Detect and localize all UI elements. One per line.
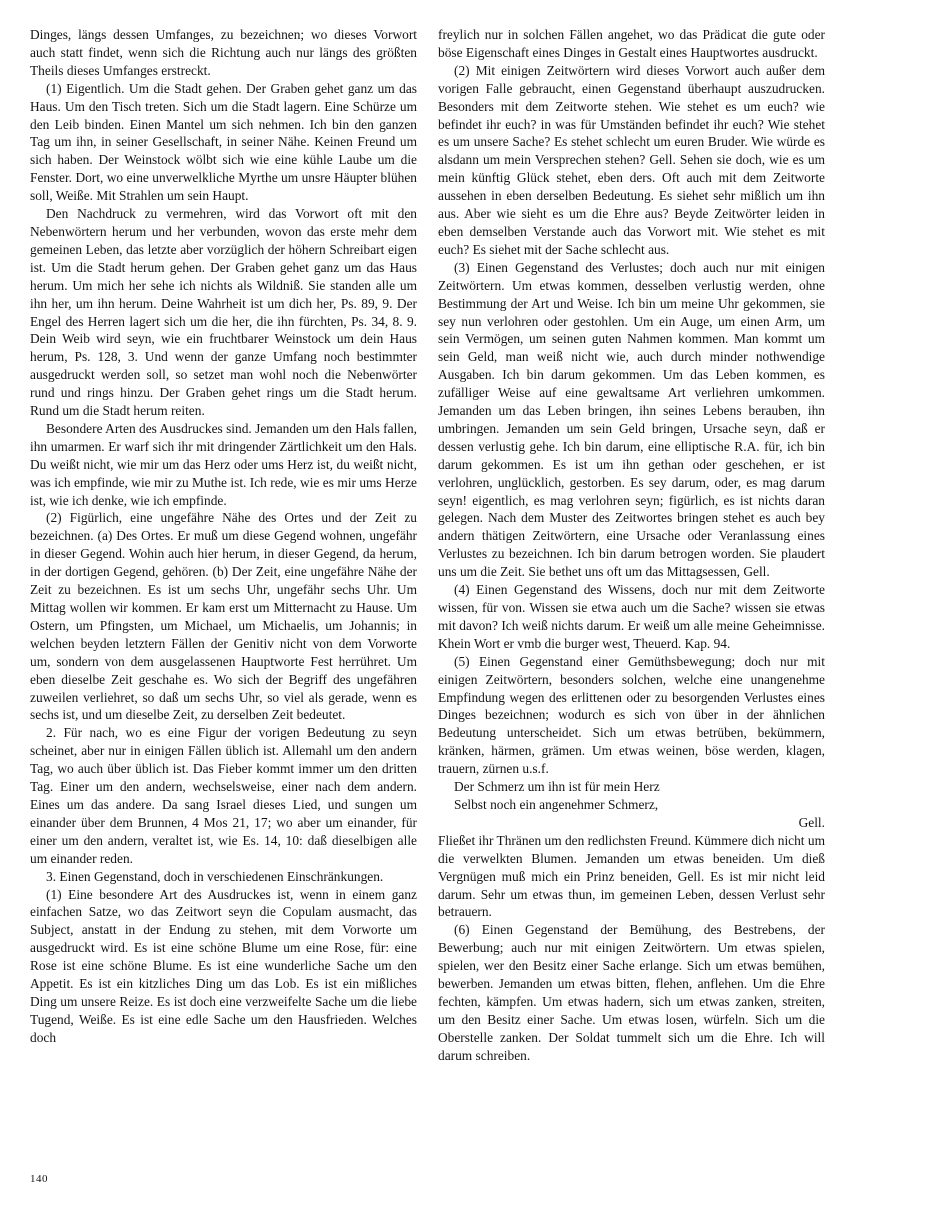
paragraph: (2) Figürlich, eine ungefähre Nähe des Ortes und der Zeit zu bezeichnen. (a) Des Ortes. Er muß um diese Gegend wohnen, ungefähr in dieser Gegend. Wohin auch hier herum, in dieser Gegend, da herum, in der dortigen Gegend, gehören. (b) Der Zeit, eine ungefähre Nähe der Zeit zu bezeichnen. Es ist um sechs Uhr, ungefähr sechs Uhr. Um Mittag wollen wir kommen. Er kam erst um Mitternacht zu Hause. Um Ostern, um Pfingsten, um Michael, um Michaelis, um Johannis; in welchen beyden letztern Fällen der Genitiv nicht von dem Vorworte um, sondern von dem ausgelassenen Hauptworte Fest herrühret. Um eben dieselbe Zeit geschahe es. Wo sich der Begriff des ungefähren zuweilen verliehret, so daß um sechs Uhr, so viel als gerade, wenn es sechs ist, und um dieselbe Zeit, zu derselben Zeit bedeutet.: [30, 510, 417, 723]
paragraph: (3) Einen Gegenstand des Verlustes; doch auch nur mit einigen Zeitwörtern. Um etwas kommen, desselben verlustig werden, ohne Bestimmung der Art und Weise. Ich bin um meine Uhr gekommen, sie sey nun verlohren oder gestohlen. Um ein Auge, um einen Arm, um sein Vermögen, um seinen guten Nahmen kommen. Man kommt um sein Geld, man weiß nicht wie, auch durch minder nothwendige Ausgaben. Ich bin darum gekommen. Um das Leben kommen, es zufälliger Weise auf eine gewaltsame Art verliehren umkommen. Jemanden um das Leben bringen, ihn seines Lebens berauben, ihn umbringen. Jemanden um sein Geld bringen, Ursache seyn, daß er dessen verlustig gehe. Ich bin darum, eine elliptische R.A. für, ich bin darum gekommen. Es ist um ihn gethan oder geschehen, er ist verlohren, unglücklich, gestorben. Es sey darum, oder, es mag darum seyn! eigentlich, es mag verlohren seyn; figürlich, es ist nichts daran gelegen. Nach dem Muster des Zeitwortes bringen stehet es auch bey andern thätigen Zeitwörtern, eine Ursache oder Veranlassung eines Verlustes zu bezeichnen. Ich bin darum betrogen worden. Sie plaudert uns um die Zeit. Sie bethet uns oft um das Mittagsessen, Gell.: [438, 259, 825, 580]
paragraph: (2) Mit einigen Zeitwörtern wird dieses Vorwort auch außer dem vorigen Falle gebraucht, einen Gegenstand überhaupt auszudrucken. Besonders mit dem Zeitworte stehen. Wie stehet es um euch? wie befindet ihr euch? in was für Umständen befindet ihr euch? Wie stehet es um unsere Sache? Es stehet schlecht um euren Bruder. Wie würde es alsdann um mein Versprechen stehen? Gell. Sehen sie doch, wie es um mein künftig Glück stehet, eben ders. Oft auch mit dem Zeitworte aussehen in eben derselben Bedeutung. Es siehet sehr mißlich um ihn aus. Aber wie sieht es um die Ehre aus? Beyde Zeitwörter leiden in eben demselben Verstande auch das Vorwort mit. Wie stehet es mit euch? Es siehet mit der Sache schlecht aus.: [438, 62, 825, 257]
paragraph: Fließet ihr Thränen um den redlichsten Freund. Kümmere dich nicht um die verwelkten Blumen. Jemanden um etwas beneiden. Um dieß Vergnügen muß mich ein Prinz beneiden, Gell. Es ist mir nicht leid darum. Sehr um etwas thun, im gemeinen Leben, dessen Verlust sehr betrauern.: [438, 832, 825, 920]
paragraph: Dinges, längs dessen Umfanges, zu bezeichnen; wo dieses Vorwort auch statt findet, wenn sich die Richtung auch nur längs des größten Theils dieses Umfanges erstreckt.: [30, 27, 417, 78]
paragraph: 3. Einen Gegenstand, doch in verschiedenen Einschränkungen.: [46, 868, 384, 884]
paragraph: (1) Eine besondere Art des Ausdruckes ist, wenn in einem ganz einfachen Satze, wo das Zeitwort seyn die Copulam ausmacht, das Subject, anstatt in der Endung zu stehen, mit dem Vorworte um ausgedruckt wird. Es ist eine schöne Blume um eine Rose, für: eine Rose ist eine schöne Blume. Es ist eine wunderliche Sache um den Appetit. Es ist ein kitzliches Ding um das Lob. Es ist ein mißliches Ding um unsere Reize. Es ist doch eine verzweifelte Sache um die liebe Tugend, Weiße. Es ist eine edle Sache um den Hausfrieden. Welches doch: [30, 886, 417, 1045]
paragraph: (4) Einen Gegenstand des Wissens, doch nur mit dem Zeitworte wissen, für von. Wissen sie etwa auch um die Sache? wissen sie etwas mit davon? Ich weiß nichts darum. Er weiß um alle meine Geheimnisse. Khein Wort er vmb die burger west, Theuerd. Kap. 94.: [438, 582, 825, 651]
paragraph: freylich nur in solchen Fällen angehet, wo das Prädicat die gute oder böse Eigenschaft eines Dinges in Gestalt eines Hauptwortes ausdruckt.: [438, 27, 825, 60]
paragraph: 2. Für nach, wo es eine Figur der vorigen Bedeutung zu seyn scheinet, aber nur in einigen Fällen üblich ist. Allemahl um den andern Tag, wo auch über üblich ist. Das Fieber kommt immer um den dritten Tag. Einer um den andern, wechselsweise, einer nach dem andern. Eines um das andere. Da sang Israel dieses Lied, und sungen um einander über dem Brunnen, 4 Mos 21, 17; wo aber um einander, für einer um den andern, veraltet ist, wie Es. 14, 10: daß dieselbigen alle um einander reden.: [30, 725, 417, 866]
paragraph: Den Nachdruck zu vermehren, wird das Vorwort oft mit den Nebenwörtern herum und her verbunden, wovon das erste mehr dem gemeinen Leben, das letzte aber vorzüglich der höhern Schreibart eigen ist. Um die Stadt herum gehen. Der Graben gehet ganz um das Haus herum. Um mich her sehe ich nichts als Wildniß. Sie standen alle um ihn her, um ihn herum. Deine Wahrheit ist um dich her, Ps. 89, 9. Der Engel des Herren lagert sich um die her, die ihn fürchten, Ps. 34, 8. 9. Dein Weib wird seyn, wie ein fruchtbarer Weinstock um dein Haus herum, Ps. 128, 3. Und wenn der ganze Umfang noch bestimmter ausgedruckt werden soll, so setzet man wohl noch die Nebenwörter rund und rings hinzu. Der Graben gehet rings um die Stadt herum. Rund um die Stadt herum reiten.: [30, 206, 417, 419]
verse-line: Der Schmerz um ihn ist für mein Herz: [454, 779, 660, 795]
paragraph: Besondere Arten des Ausdruckes sind. Jemanden um den Hals fallen, ihn umarmen. Er warf sich ihr mit dringender Zärtlichkeit um den Hals. Du weißt nicht, wie mir um das Herz oder ums Herz ist, du weißt nicht, was ich empfinde, wie mir zu Muthe ist. Ich rede, wie es mir ums Herze ist, wie ich denke, wie ich empfinde.: [30, 420, 417, 508]
paragraph: (5) Einen Gegenstand einer Gemüthsbewegung; doch nur mit einigen Zeitwörtern, besonders solchen, welche eine unangenehme Empfindung wegen des erlittenen oder zu besorgenden Verlustes eines Dinges bezeichnen; wodurch es sich von über in der ähnlichen Bedeutung unterscheidet. Sich um etwas betrüben, bekümmern, kränken, härmen, grämen. Um etwas weinen, böse werden, klagen, trauern, zürnen u.s.f.: [438, 653, 825, 777]
paragraph: (6) Einen Gegenstand der Bemühung, des Bestrebens, der Bewerbung; auch nur mit einigen Zeitwörtern. Um etwas spielen, spielen, wer den Besitz einer Sache erlange. Sich um etwas bemühen, bewerben. Jemanden um etwas bitten, flehen, anflehen. Um die Ehre fechten, kämpfen. Um etwas hadern, sich um etwas zanken, streiten, um den Besitz einer Sache. Um etwas losen, würfeln. Sich um die Oberstelle zanken. Der Soldat tummelt sich um die Ehre. Ich will darum schreiben.: [438, 922, 825, 1063]
page-number: 140: [30, 1173, 48, 1185]
paragraph: (1) Eigentlich. Um die Stadt gehen. Der Graben gehet ganz um das Haus. Um den Tisch treten. Sich um die Stadt lagern. Eine Schürze um den Leib binden. Einen Mantel um sich nehmen. Ich bin den ganzen Tag um ihn, in seiner Gesellschaft, in seiner Nähe. Keinen Freund um sich haben. Der Weinstock wölbt sich wie eine kühle Laube um die Fenster. Dort, wo eine unverwelkliche Myrthe um unsre Häupter blühen soll, Weiße. Mit Strahlen um sein Haupt.: [30, 80, 417, 204]
left-column: [30, 26, 417, 1047]
right-column: [438, 26, 825, 1065]
verse-signature: Gell.: [798, 814, 825, 830]
verse-line: Selbst noch ein angenehmer Schmerz,: [454, 796, 659, 812]
